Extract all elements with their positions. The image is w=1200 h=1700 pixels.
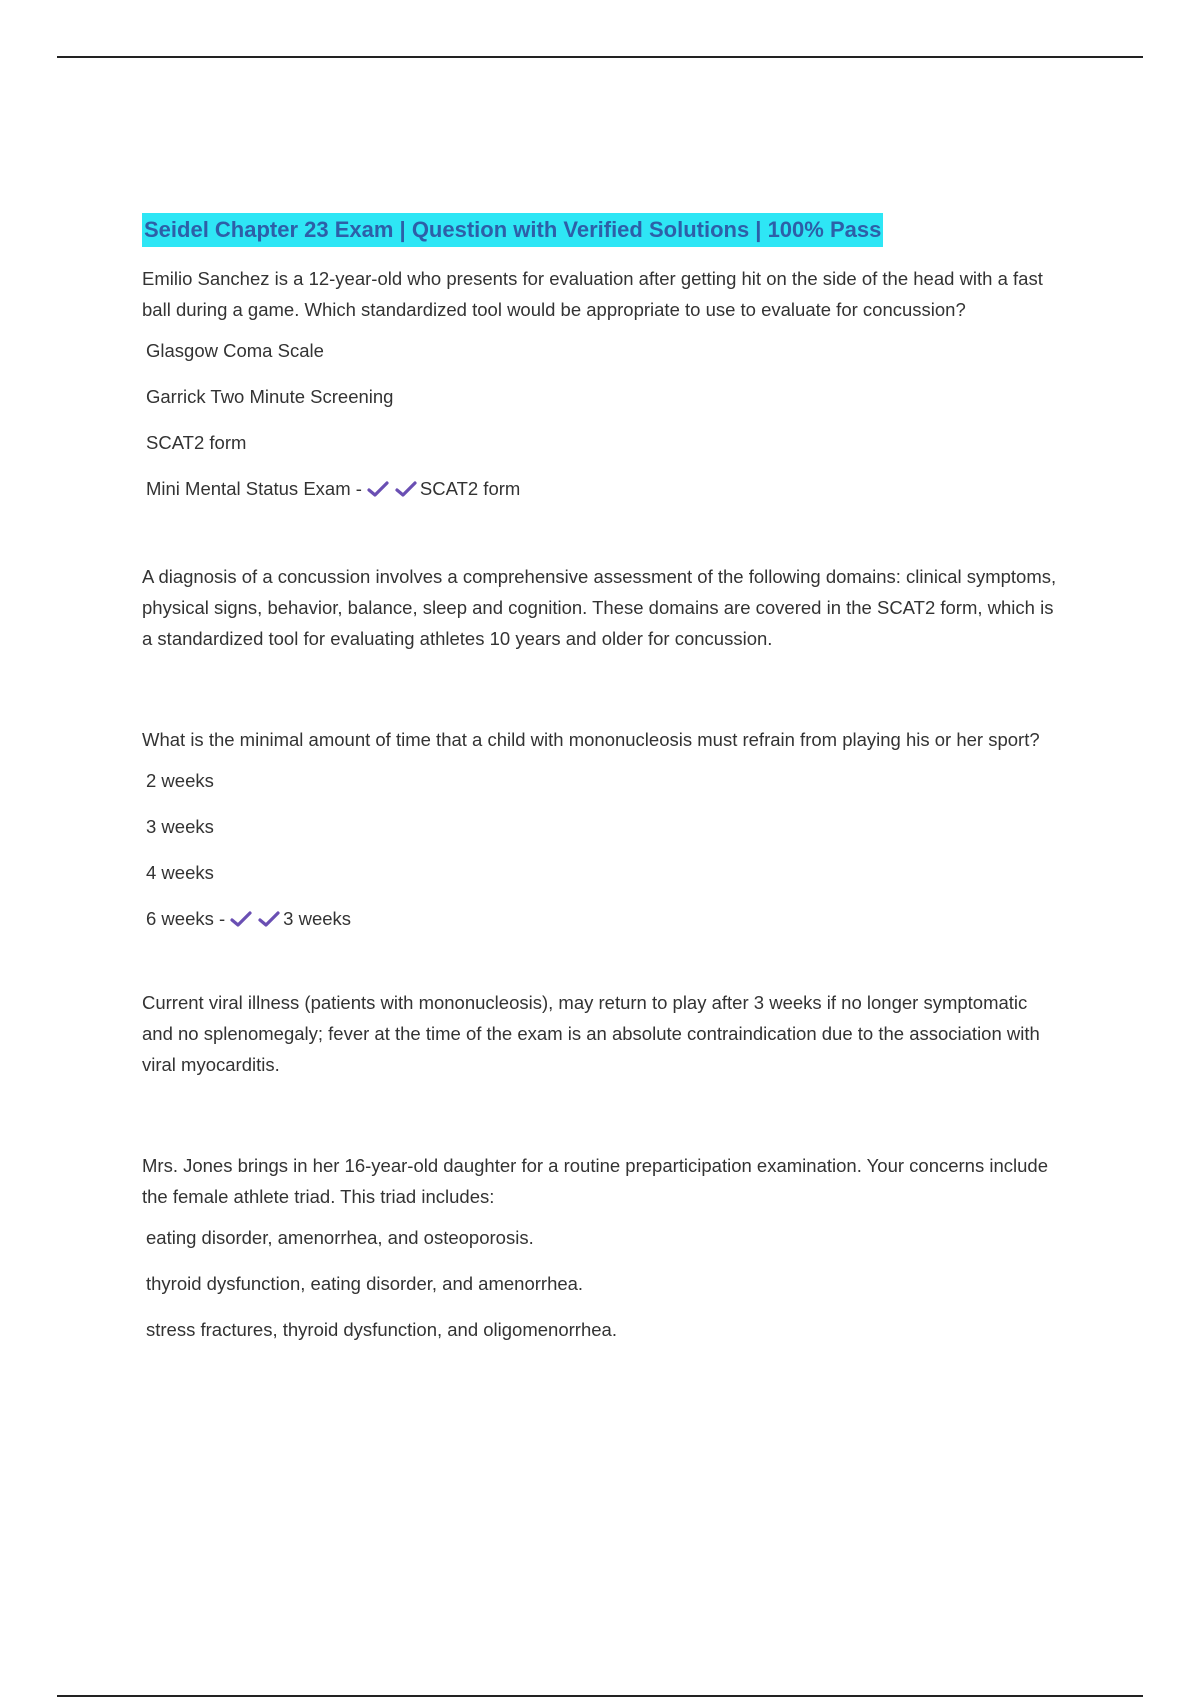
option-item: eating disorder, amenorrhea, and osteoporosis. [146, 1227, 534, 1248]
option-label: 6 weeks - [146, 908, 226, 929]
explanation-text: A diagnosis of a concussion involves a comprehensive assessment of the following domains: clinical symptoms, physical signs, behavior, balance, sleep and cognition. These domains are covered in the SCAT2 form, which is a standardized tool for evaluating athletes 10 years and older for concussion. [142, 566, 1057, 649]
explanation-text: Current viral illness (patients with mononucleosis), may return to play after 3 weeks if no longer symptomatic and no splenomegaly; fever at the time of the exam is an absolute contraindication due to the association with viral myocarditis. [142, 992, 1040, 1075]
option-item: 2 weeks [146, 770, 214, 791]
question-block-1 [142, 263, 1062, 654]
question-text: Emilio Sanchez is a 12-year-old who presents for evaluation after getting hit on the side of the head with a fast ball during a game. Which standardized tool would be appropriate to use to evaluate for concussion? [142, 268, 1043, 320]
option-item: 3 weeks [146, 816, 214, 837]
question-block-2 [142, 724, 1062, 1080]
checkmark-icon [229, 909, 253, 929]
question-text: Mrs. Jones brings in her 16-year-old daughter for a routine preparticipation examination. Your concerns include the female athlete triad. This triad includes: [142, 1155, 1048, 1207]
option-item: Garrick Two Minute Screening [146, 386, 394, 407]
question-text: What is the minimal amount of time that a child with mononucleosis must refrain from playing his or her sport? [142, 729, 1040, 750]
document-body [142, 213, 1062, 1364]
bottom-rule [57, 1695, 1143, 1697]
document-title: Seidel Chapter 23 Exam | Question with Verified Solutions | 100% Pass [142, 213, 883, 247]
question-block-3 [142, 1150, 1062, 1342]
checkmark-icon [366, 479, 390, 499]
option-label: Mini Mental Status Exam - [146, 478, 362, 499]
option-item: 4 weeks [146, 862, 214, 883]
option-item-with-answer [146, 907, 1062, 931]
correct-answer: SCAT2 form [419, 478, 521, 499]
option-item: Glasgow Coma Scale [146, 340, 324, 361]
checkmark-icon [394, 479, 418, 499]
correct-answer: 3 weeks [283, 908, 352, 929]
option-item-with-answer [146, 477, 1062, 501]
option-item: thyroid dysfunction, eating disorder, and amenorrhea. [146, 1273, 584, 1294]
top-rule [57, 56, 1143, 58]
option-item: stress fractures, thyroid dysfunction, and oligomenorrhea. [146, 1319, 617, 1340]
checkmark-icon [257, 909, 281, 929]
option-item: SCAT2 form [146, 432, 247, 453]
